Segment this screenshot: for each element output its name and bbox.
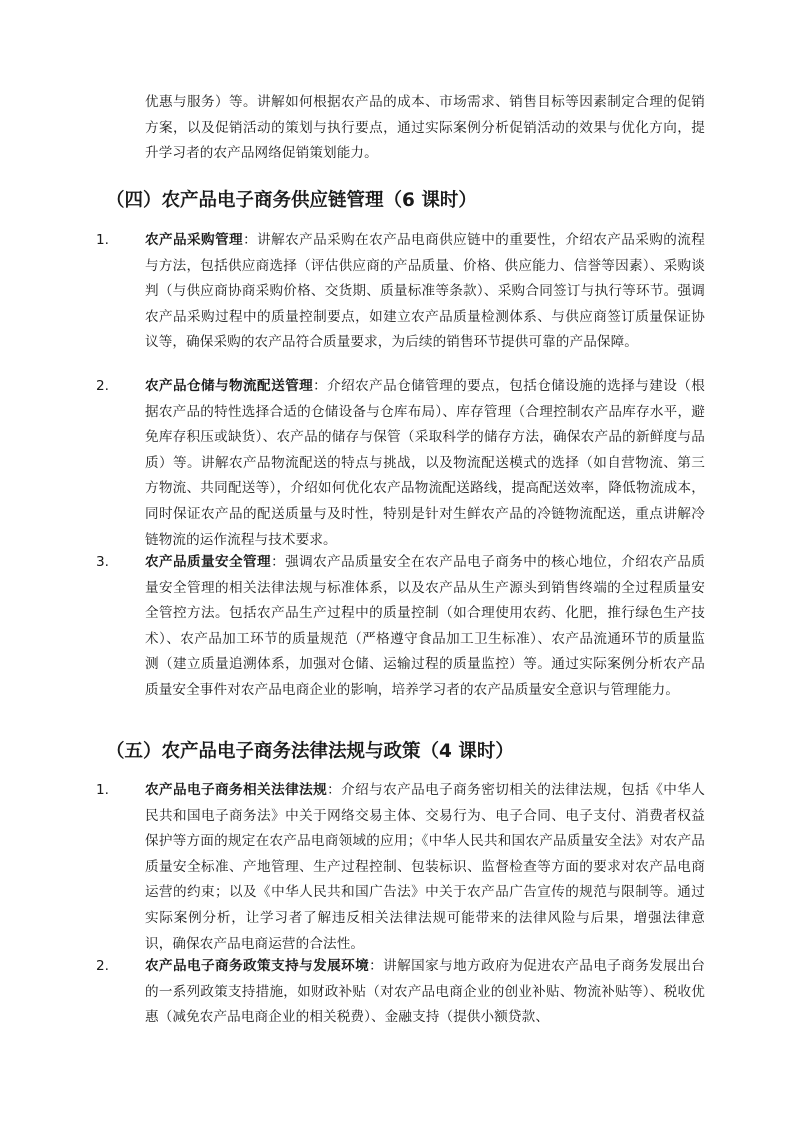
list-item-body xyxy=(145,954,705,1031)
list-item-body xyxy=(145,550,705,704)
list-item-number: 2. xyxy=(96,958,109,974)
list-item-number: 1. xyxy=(96,232,109,248)
list-item-title: 农产品电子商务相关法律法规 xyxy=(145,782,328,798)
list-item-text: ：介绍农产品仓储管理的要点，包括仓储设施的选择与建设（根据农产品的特性选择合适的仓储设备与仓库布局）、库存管理（合理控制农产品库存水平，避免库存积压或缺货）、农产品的储存与保管（采取科学的储存方法，确保农产品的新鲜度与品质）等。讲解农产品物流配送的特点与挑战，以及物流配送模式的选择（如自营物流、第三方物流、共同配送等），介绍如何优化农产品物流配送路线，提高配送效率，降低物流成本，同时保证农产品的配送质量与及时性，特别是针对生鲜农产品的冷链物流配送，重点讲解冷链物流的运作流程与技术要求。 xyxy=(145,378,705,548)
section-heading-5: （五）农产品电子商务法律法规与政策（4 课时） xyxy=(106,741,514,762)
list-item-body xyxy=(145,374,705,553)
list-item-title: 农产品采购管理 xyxy=(145,232,244,248)
list-item-body xyxy=(145,778,705,957)
list-item-text: ：讲解农产品采购在农产品电商供应链中的重要性，介绍农产品采购的流程与方法，包括供应商选择（评估供应商的产品质量、价格、供应能力、信誉等因素）、采购谈判（与供应商协商采购价格、交货期、质量标准等条款）、采购合同签订与执行等环节。强调农产品采购过程中的质量控制要点，如建立农产品质量检测体系、与供应商签订质量保证协议等，确保采购的农产品符合质量要求，为后续的销售环节提供可靠的产品保障。 xyxy=(145,232,705,351)
list-item-number: 1. xyxy=(96,782,109,798)
list-item-title: 农产品质量安全管理 xyxy=(145,554,272,570)
list-item-title: 农产品电子商务政策支持与发展环境 xyxy=(145,958,370,974)
list-item-text: ：介绍与农产品电子商务密切相关的法律法规，包括《中华人民共和国电子商务法》中关于网络交易主体、交易行为、电子合同、电子支付、消费者权益保护等方面的规定在农产品电商领域的应用；《中华人民共和国农产品质量安全法》对农产品质量安全标准、产地管理、生产过程控制、包装标识、监督检查等方面的要求对农产品电商运营的约束；以及《中华人民共和国广告法》中关于农产品广告宣传的规范与限制等。通过实际案例分析，让学习者了解违反相关法律法规可能带来的法律风险与后果，增强法律意识，确保农产品电商运营的合法性。 xyxy=(145,782,705,952)
section-heading-4: （四）农产品电子商务供应链管理（6 课时） xyxy=(106,190,477,211)
intro-paragraph: 优惠与服务）等。讲解如何根据农产品的成本、市场需求、销售目标等因素制定合理的促销方案，以及促销活动的策划与执行要点，通过实际案例分析促销活动的效果与优化方向，提升学习者的农产品网络促销策划能力。 xyxy=(145,94,705,162)
list-item-body xyxy=(145,228,705,356)
list-item-text: ：讲解国家与地方政府为促进农产品电子商务发展出台的一系列政策支持措施，如财政补贴（对农产品电商企业的创业补贴、物流补贴等）、税收优惠（减免农产品电商企业的相关税费）、金融支持（提供小额贷款、 xyxy=(145,958,705,1026)
list-item-number: 2. xyxy=(96,378,109,394)
list-item-title: 农产品仓储与物流配送管理 xyxy=(145,378,314,394)
list-item-text: ：强调农产品质量安全在农产品电子商务中的核心地位，介绍农产品质量安全管理的相关法律法规与标准体系，以及农产品从生产源头到销售终端的全过程质量安全管控方法。包括农产品生产过程中的质量控制（如合理使用农药、化肥，推行绿色生产技术）、农产品加工环节的质量规范（严格遵守食品加工卫生标准）、农产品流通环节的质量监测（建立质量追溯体系，加强对仓储、运输过程的质量监控）等。通过实际案例分析农产品质量安全事件对农产品电商企业的影响，培养学习者的农产品质量安全意识与管理能力。 xyxy=(145,554,705,698)
list-item-number: 3. xyxy=(96,554,109,570)
